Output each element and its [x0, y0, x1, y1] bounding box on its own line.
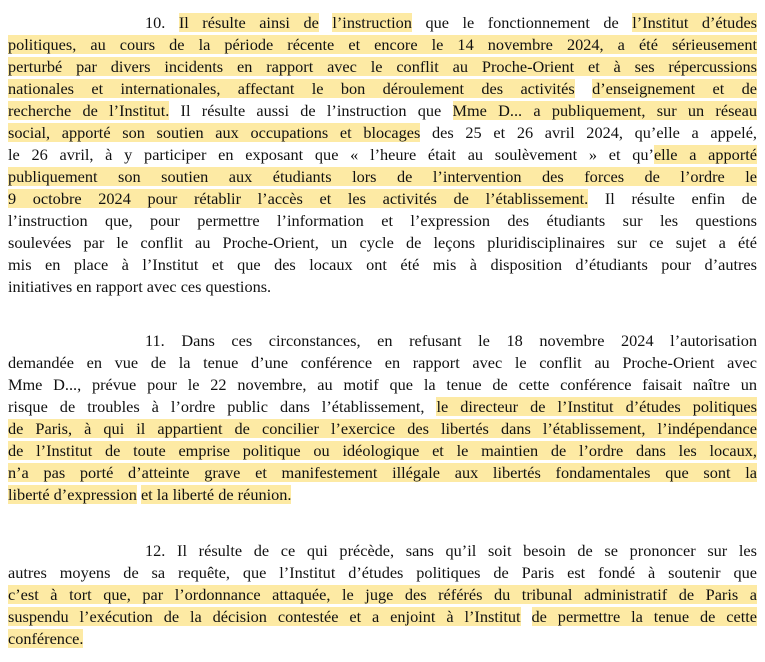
text-segment: risque de troubles à l’ordre public dans l’établissement,: [8, 397, 437, 416]
text-segment: [575, 79, 592, 98]
text-segment: Il résulte aussi de l’instruction que: [169, 101, 453, 120]
paragraph-11-line: [8, 440, 757, 462]
paragraph-11-line: [8, 374, 757, 396]
text-segment: demandée en vue de la tenue d’une conférence en rapport avec le conflit au Proche-Orient avec: [8, 353, 757, 372]
text-segment: l’instruction que, pour permettre l’information et l’expression des étudiants sur les questions: [8, 211, 757, 230]
text-segment: des 25 et 26 avril 2024, qu’elle a appelé,: [420, 123, 757, 142]
highlighted-text: l’instruction: [332, 13, 412, 32]
paragraph-11-line: [8, 418, 757, 440]
paragraph-12-line: [145, 540, 757, 562]
paragraph-10-line: [8, 100, 757, 122]
highlighted-text: suspendu l’exécution de la décision contestée et a enjoint à l’Institut: [8, 607, 521, 626]
highlighted-text: publiquement son soutien aux étudiants lors de l’intervention des forces de l’ordre le: [8, 167, 757, 186]
paragraph-12-line: [8, 584, 757, 606]
highlighted-text: de l’Institut de toute emprise politique ou idéologique et le maintien de l’ordre dans les locaux,: [8, 441, 757, 460]
highlighted-text: recherche de l’Institut.: [8, 101, 170, 120]
highlighted-text: conférence.: [8, 629, 84, 648]
text-segment: soulevées par le conflit au Proche-Orient, un cycle de leçons pluridisciplinaires sur ce sujet a été: [8, 233, 757, 252]
highlighted-text: 9 octobre 2024 pour rétablir l’accès et les activités de l’établissement.: [8, 189, 589, 208]
paragraph-11-line: [8, 462, 757, 484]
paragraph-12-line: [8, 628, 83, 650]
paragraph-12-line: [8, 606, 757, 628]
paragraph-12-line: [8, 562, 757, 584]
text-segment: le 26 avril, à y participer en exposant que « l’heure était au soulèvement » et qu’: [8, 145, 654, 164]
highlighted-text: elle a apporté: [653, 145, 757, 164]
paragraph-11-line: [145, 330, 757, 352]
paragraph-10-line: [8, 122, 757, 144]
paragraph-11-line: [8, 484, 291, 506]
highlighted-text: le directeur de l’Institut d’études politiques: [436, 397, 757, 416]
highlighted-text: n’a pas porté d’atteinte grave et manifestement illégale aux libertés fondamentales que sont la: [8, 463, 757, 482]
highlighted-text: politiques, au cours de la période récente et encore le 14 novembre 2024, a été sérieusement: [8, 35, 757, 54]
text-segment: 11. Dans ces circonstances, en refusant le 18 novembre 2024 l’autorisation: [145, 331, 757, 350]
paragraph-10-line: [8, 232, 757, 254]
paragraph-10-line: [8, 210, 757, 232]
text-segment: que le fonctionnement de: [411, 13, 633, 32]
highlighted-text: c’est à tort que, par l’ordonnance attaquée, le juge des référés du tribunal administratif de Paris a: [8, 585, 757, 604]
paragraph-10-line: [8, 34, 757, 56]
paragraph-10-line: [8, 144, 757, 166]
text-segment: Il résulte enfin de: [588, 189, 757, 208]
paragraph-11-line: [8, 396, 757, 418]
text-segment: [521, 607, 532, 626]
highlighted-text: d’enseignement et de: [592, 79, 758, 98]
highlighted-text: perturbé par divers incidents en rapport avec le conflit au Proche-Orient et à ses répercussions: [8, 57, 757, 76]
text-segment: autres moyens de sa requête, que l’Institut d’études politiques de Paris est fondé à soutenir que: [8, 563, 757, 582]
paragraph-10-line: [8, 276, 271, 298]
paragraph-10-line: [8, 56, 757, 78]
highlighted-text: Il résulte ainsi de: [178, 13, 319, 32]
highlighted-text: de Paris, à qui il appartient de concilier l’exercice des libertés dans l’établissement, l’indépendance: [8, 419, 757, 438]
paragraph-10-line: [8, 78, 757, 100]
highlighted-text: de permettre la tenue de cette: [531, 607, 758, 626]
paragraph-10-line: [145, 12, 757, 34]
highlighted-text: Mme D... a publiquement, sur un réseau: [452, 101, 757, 120]
highlighted-text: l’Institut d’études: [632, 13, 758, 32]
highlighted-text: liberté d’expression: [8, 485, 137, 504]
text-segment: [319, 13, 333, 32]
text-segment: initiatives en rapport avec ces questions.: [8, 277, 272, 296]
text-segment: Mme D..., prévue pour le 22 novembre, au motif que la tenue de cette conférence faisait naître un: [8, 375, 757, 394]
highlighted-text: social, apporté son soutien aux occupations et blocages: [8, 123, 421, 142]
paragraph-11-line: [8, 352, 757, 374]
paragraph-10-line: [8, 166, 757, 188]
text-segment: mis en place à l’Institut et que des locaux ont été mis à disposition d’étudiants pour d’autres: [8, 255, 757, 274]
highlighted-text: et la liberté de réunion.: [140, 485, 292, 504]
paragraph-10-line: [8, 254, 757, 276]
paragraph-10-line: [8, 188, 757, 210]
text-segment: 10.: [145, 13, 179, 32]
highlighted-text: nationales et internationales, affectant le bon déroulement des activités: [8, 79, 575, 98]
text-segment: 12. Il résulte de ce qui précède, sans qu’il soit besoin de se prononcer sur les: [145, 541, 757, 560]
